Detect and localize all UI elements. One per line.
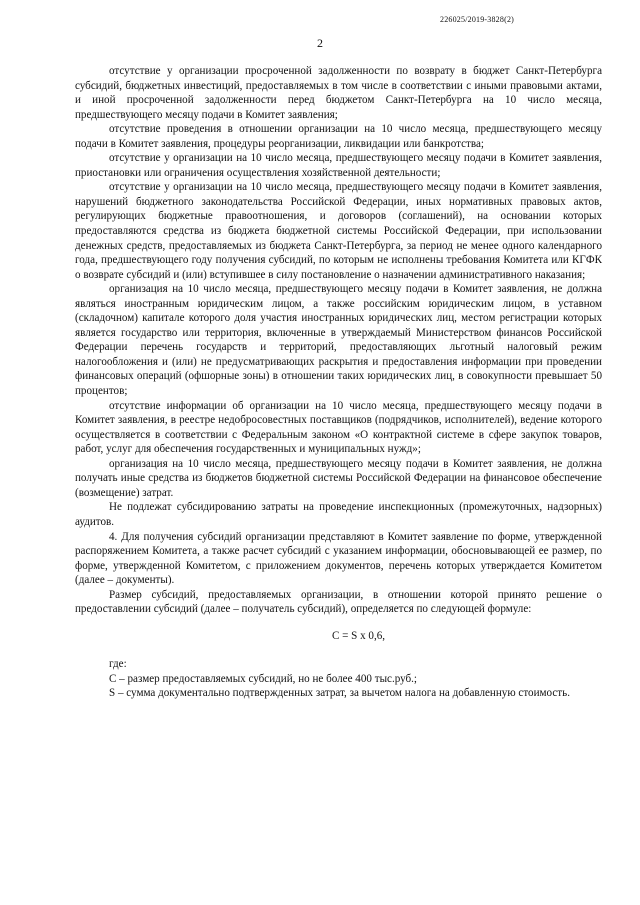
paragraph: отсутствие проведения в отношении организации на 10 число месяца, предшествующего месяцу подачи в Комитет заявления, процедуры реорганизации, ликвидации или банкротства; bbox=[75, 123, 602, 150]
paragraph: отсутствие у организации просроченной задолженности по возврату в бюджет Санкт-Петербурга субсидий, бюджетных инвестиций, предоставляемых в том числе в соответствии с иными правовыми актами, и иной просроченной задолженности перед бюджетом Санкт-Петербурга на 10 число месяца, предшествующего месяцу подачи в Комитет заявления; bbox=[75, 65, 602, 121]
formula-legend-item: C – размер предоставляемых субсидий, но не более 400 тыс.руб.; bbox=[109, 672, 418, 685]
paragraph: Размер субсидий, предоставляемых организации, в отношении которой принято решение о предоставлении субсидий (далее – получатель субсидий), определяется по следующей формуле: bbox=[75, 588, 602, 616]
document-id: 226025/2019-3828(2) bbox=[440, 15, 515, 24]
paragraph: 4. Для получения субсидий организации представляют в Комитет заявление по форме, утвержденной распоряжением Комитета, а также расчет субсидий с указанием информации, обосновывающей ее размер, по форме, утвержденной Комитетом, с приложением документов, перечень которых утверждается Комитетом (далее – документы). bbox=[75, 530, 602, 587]
paragraph: Не подлежат субсидированию затраты на проведение инспекционных (промежуточных, надзорных) аудитов. bbox=[75, 501, 602, 528]
page-number: 2 bbox=[317, 36, 323, 50]
paragraph: отсутствие информации об организации на 10 число месяца, предшествующего месяцу подачи в Комитет заявления, в реестре недобросовестных поставщиков (подрядчиков, исполнителей), ведение которого осуществляется в соответствии с Федеральным законом «О контрактной системе в сфере закупок товаров, работ, услуг для обеспечения государственных и муниципальных нужд»; bbox=[75, 399, 602, 456]
paragraph: отсутствие у организации на 10 число месяца, предшествующего месяцу подачи в Комитет заявления, нарушений бюджетного законодательства Российской Федерации, иных нормативных правовых актов, регулирующих бюджетные правоотношения, и договоров (соглашений), на основании которых предоставляются средства из бюджета бюджетной системы Российской Федерации, при использовании денежных средств, предоставляемых из бюджета Санкт-Петербурга, за период не менее одного календарного года, предшествующего году получения субсидий, по которым не исполнены требования Комитета или КГФК о возврате субсидий и (или) вступившее в силу постановление о назначении административного наказания; bbox=[75, 181, 602, 281]
formula-legend-intro: где: bbox=[109, 658, 127, 671]
paragraph: организация на 10 число месяца, предшествующего месяцу подачи в Комитет заявления, не должна получать иные средства из бюджетов бюджетной системы Российской Федерации на финансовое обеспечение (возмещение) затрат. bbox=[75, 457, 602, 499]
paragraph: отсутствие у организации на 10 число месяца, предшествующего месяцу подачи в Комитет заявления, приостановки или ограничения осуществления хозяйственной деятельности; bbox=[75, 152, 602, 179]
formula-legend-item: S – сумма документально подтвержденных затрат, за вычетом налога на добавленную стоимость. bbox=[109, 687, 570, 700]
paragraph: организация на 10 число месяца, предшествующего месяцу подачи в Комитет заявления, не должна являться иностранным юридическим лицом, а также российским юридическим лицом, в уставном (складочном) капитале которого доля участия иностранных юридических лиц, местом регистрации которых является государство или территория, включенные в утверждаемый Министерством финансов Российской Федерации перечень государств и территорий, предоставляющих льготный налоговый режим налогообложения и (или) не предусматривающих раскрытия и предоставления информации при проведении финансовых операций (офшорные зоны) в отношении таких юридических лиц, в совокупности превышает 50 процентов; bbox=[75, 283, 602, 398]
formula: C = S x 0,6, bbox=[331, 629, 386, 642]
document-body bbox=[75, 64, 602, 701]
